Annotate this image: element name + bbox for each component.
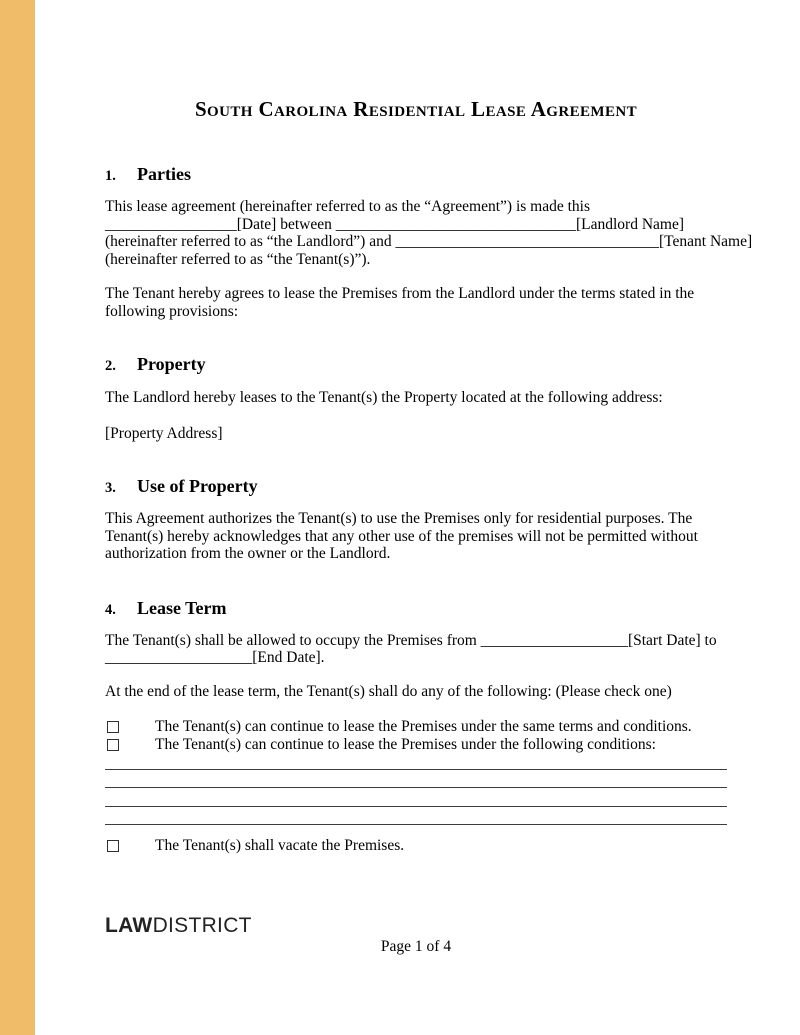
checkbox-option-same-terms[interactable] bbox=[105, 718, 727, 736]
checkbox-icon[interactable] bbox=[107, 721, 119, 733]
lease-document-page bbox=[105, 0, 753, 955]
paragraph-line: The Landlord hereby leases to the Tenant(s) the Property located at the following address: bbox=[105, 389, 663, 406]
ruled-blank-line bbox=[105, 751, 727, 770]
section-number: 2. bbox=[105, 358, 116, 374]
section-number: 1. bbox=[105, 168, 116, 184]
conditions-write-in-area bbox=[105, 751, 727, 825]
use-of-property-paragraph bbox=[105, 510, 727, 563]
section-title: Lease Term bbox=[137, 597, 227, 618]
property-paragraph bbox=[105, 389, 727, 407]
paragraph-line: The Tenant hereby agrees to lease the Premises from the Landlord under the terms stated in the bbox=[105, 285, 695, 302]
checkbox-icon[interactable] bbox=[107, 840, 119, 852]
checkbox-label: The Tenant(s) can continue to lease the Premises under the same terms and conditions. bbox=[155, 718, 692, 735]
property-address-placeholder: [Property Address] bbox=[105, 424, 223, 442]
lease-end-options bbox=[105, 718, 727, 753]
section-heading-lease-term bbox=[105, 597, 727, 621]
paragraph-line: authorization from the owner or the Landlord. bbox=[105, 545, 391, 562]
section-heading-parties bbox=[105, 163, 727, 187]
checkbox-option-vacate[interactable] bbox=[105, 837, 727, 855]
ruled-blank-line bbox=[105, 788, 727, 807]
section-heading-use-of-property bbox=[105, 475, 727, 499]
lease-term-paragraph-1 bbox=[105, 632, 727, 667]
checkbox-label: The Tenant(s) shall vacate the Premises. bbox=[155, 837, 405, 854]
document-title: South Carolina Residential Lease Agreement bbox=[194, 97, 638, 121]
section-title: Property bbox=[137, 354, 206, 374]
lease-term-paragraph-2 bbox=[105, 683, 727, 701]
paragraph-line: This lease agreement (hereinafter referred to as the “Agreement”) is made this bbox=[105, 198, 590, 215]
left-accent-stripe bbox=[0, 0, 35, 1035]
parties-paragraph-2 bbox=[105, 285, 727, 320]
paragraph-line: (hereinafter referred to as “the Tenant(s)”). bbox=[105, 250, 371, 268]
checkbox-icon[interactable] bbox=[107, 739, 119, 751]
paragraph-line: The Tenant(s) shall be allowed to occupy the Premises from ___________________[Start Date] to bbox=[105, 631, 717, 649]
section-title: Parties bbox=[137, 164, 191, 184]
ruled-blank-line bbox=[105, 770, 727, 789]
paragraph-line: (hereinafter referred to as “the Landlord”) and __________________________________[Tenant Name] bbox=[105, 233, 753, 250]
paragraph-line: following provisions: bbox=[105, 302, 239, 320]
paragraph-line: _________________[Date] between _______________________________[Landlord Name] bbox=[105, 215, 684, 233]
section-heading-property bbox=[105, 353, 727, 377]
paragraph-line: Tenant(s) hereby acknowledges that any other use of the premises will not be permitted without bbox=[105, 527, 698, 545]
paragraph-line: ___________________[End Date]. bbox=[105, 649, 325, 666]
page-number: Page 1 of 4 bbox=[380, 937, 452, 955]
paragraph-line: This Agreement authorizes the Tenant(s) to use the Premises only for residential purposes. The bbox=[105, 510, 693, 527]
section-title: Use of Property bbox=[137, 476, 258, 496]
logo-law-text: LAW bbox=[105, 913, 153, 937]
parties-paragraph-1 bbox=[105, 198, 753, 268]
ruled-blank-line bbox=[105, 807, 727, 826]
checkbox-label: The Tenant(s) can continue to lease the Premises under the following conditions: bbox=[155, 735, 656, 753]
section-number: 3. bbox=[105, 480, 116, 496]
paragraph-line: At the end of the lease term, the Tenant(s) shall do any of the following: (Please check one) bbox=[105, 682, 672, 700]
section-number: 4. bbox=[105, 601, 116, 618]
lawdistrict-logo bbox=[105, 913, 727, 937]
checkbox-option-new-conditions[interactable] bbox=[105, 736, 727, 754]
logo-district-text: DISTRICT bbox=[152, 913, 252, 937]
